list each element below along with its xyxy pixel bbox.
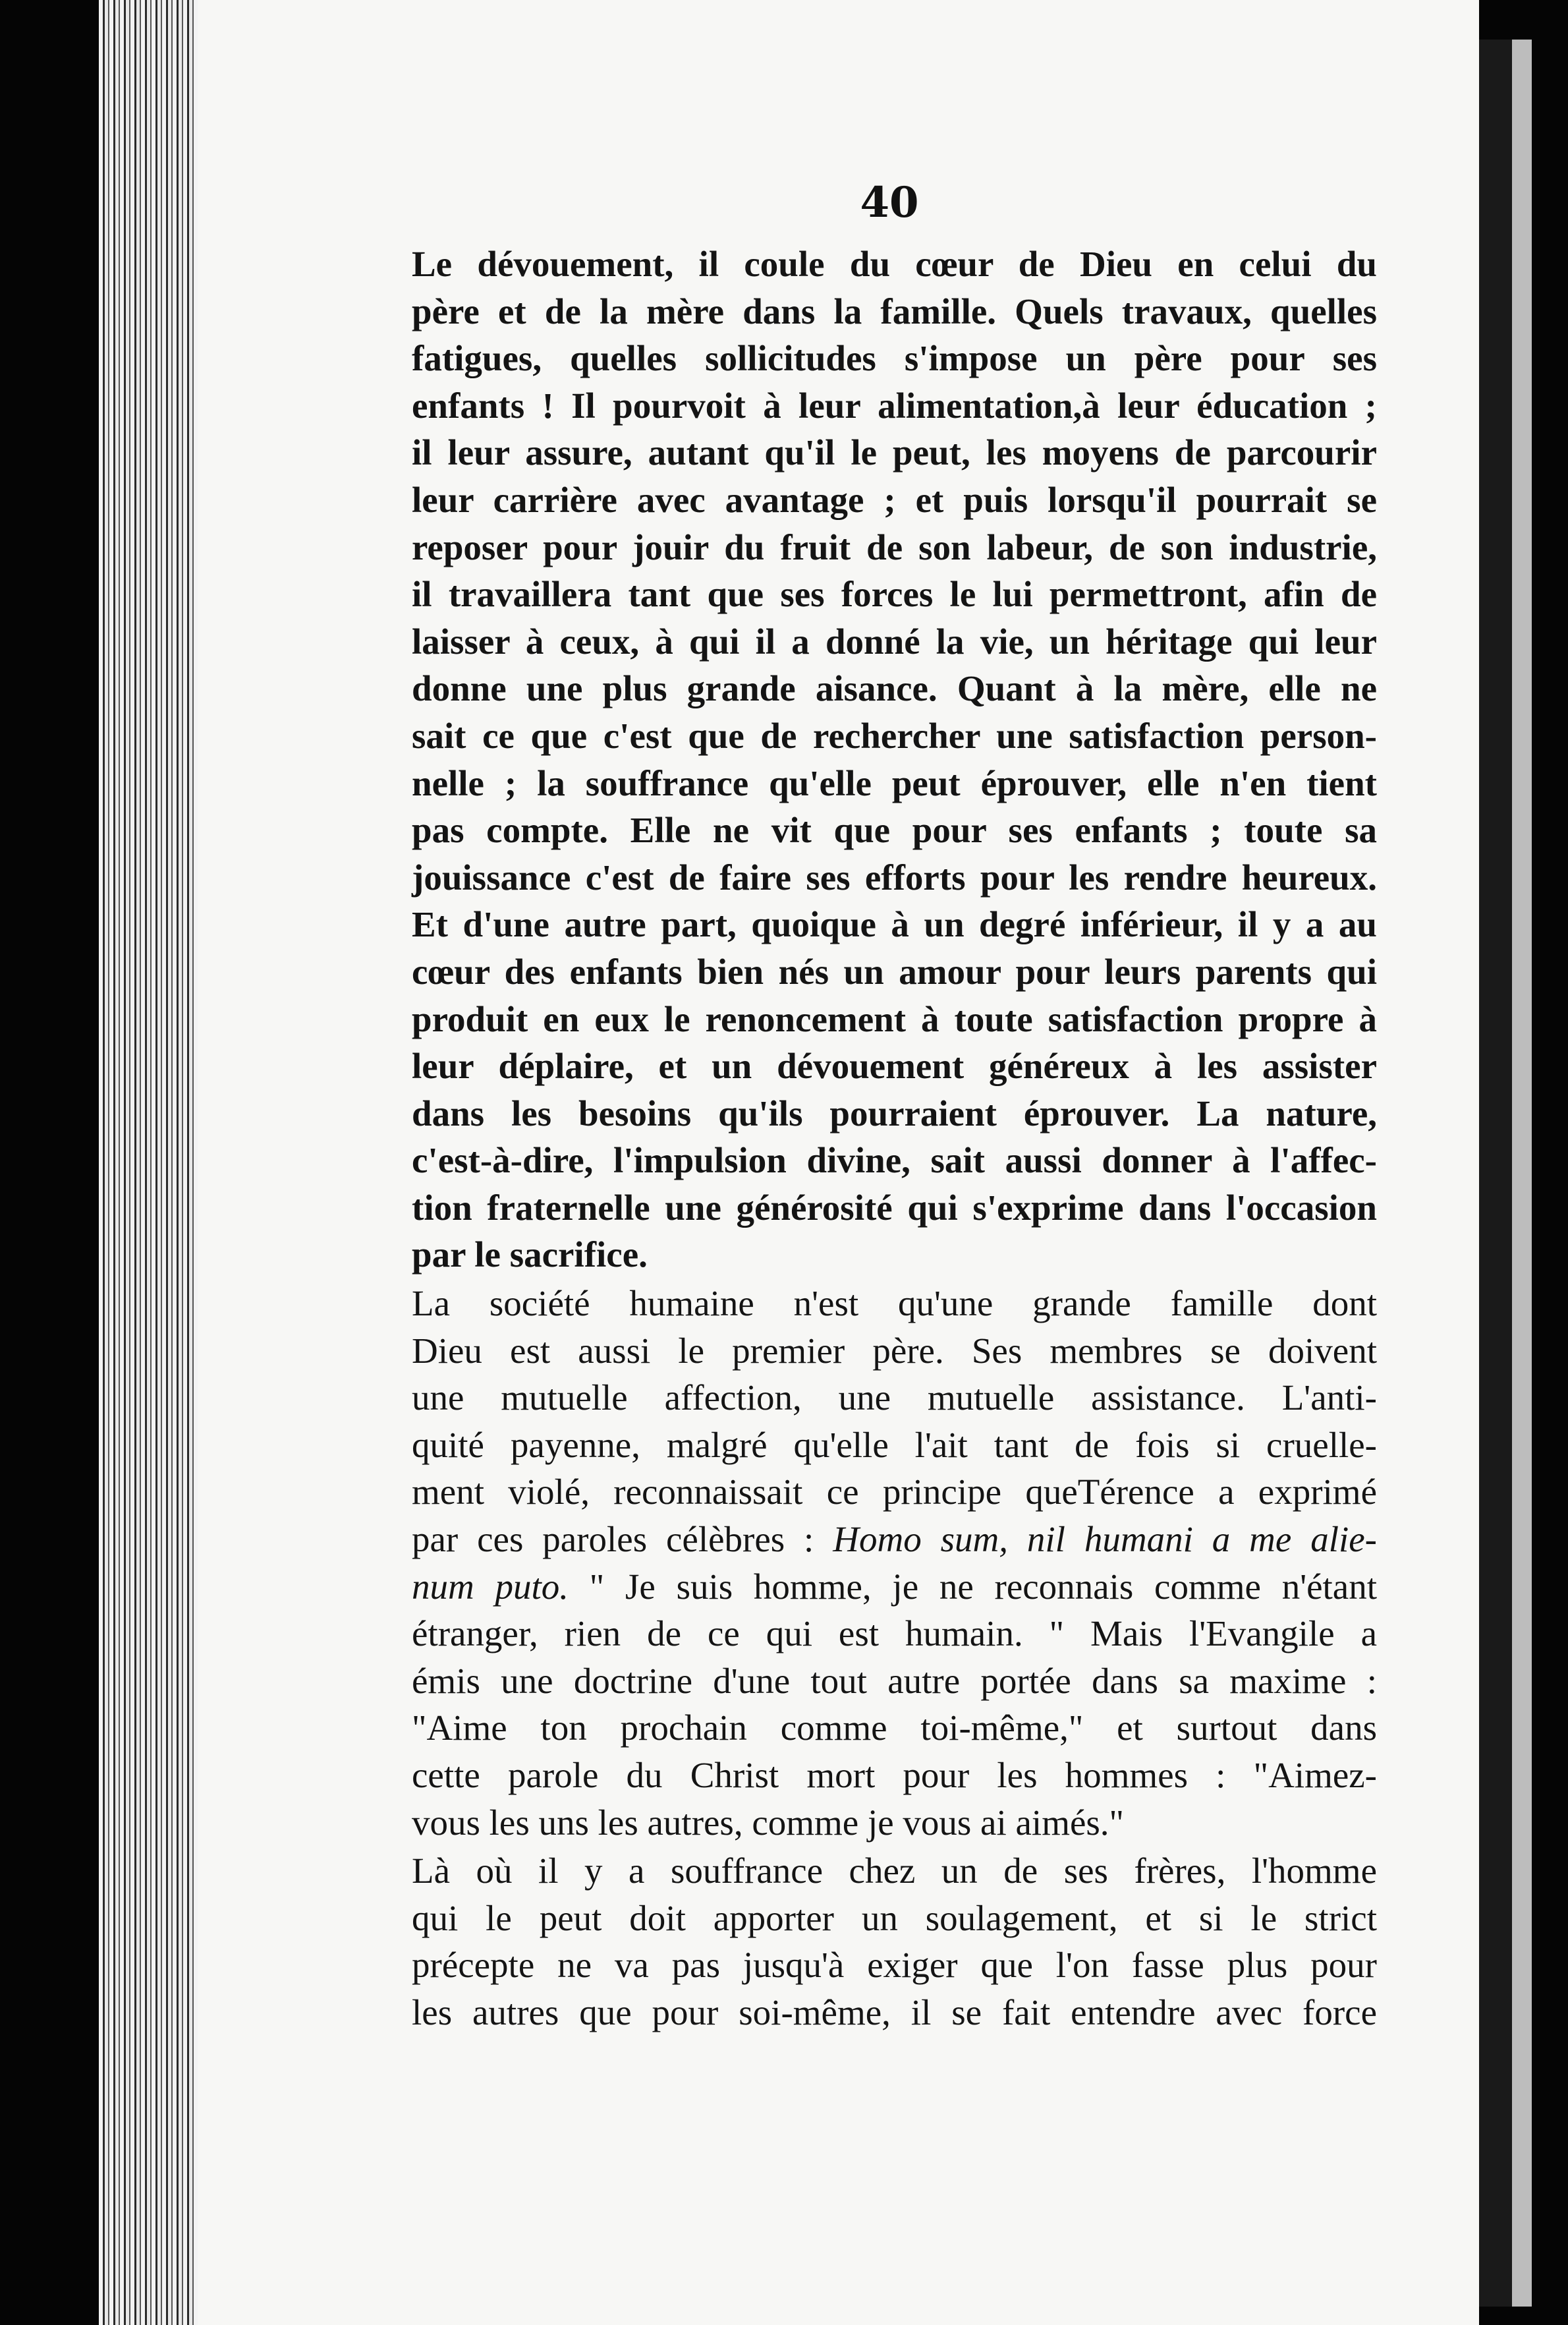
paragraph-line: quité payenne, malgré qu'elle l'ait tant de fois si cruelle- <box>412 1424 1377 1465</box>
paragraph-line: dans les besoins qu'ils pourraient éprouver. La nature, <box>412 1093 1377 1134</box>
paragraph-line: cœur des enfants bien nés un amour pour leurs parents qui <box>412 951 1377 992</box>
paragraph-line: qui le peut doit apporter un soulagement, et si le strict <box>412 1897 1377 1938</box>
paragraph-line: il travaillera tant que ses forces le lui permettront, afin de <box>412 574 1377 615</box>
latin-quote: Homo sum, nil humani a me alie- <box>833 1519 1377 1560</box>
paragraph-line: sait ce que c'est que de rechercher une satisfaction person- <box>412 715 1377 756</box>
paragraph-line: fatigues, quelles sollicitudes s'impose un père pour ses <box>412 338 1377 379</box>
paragraph-2 <box>372 1280 1377 1846</box>
paragraph-line: une mutuelle affection, une mutuelle assistance. L'anti- <box>412 1377 1377 1418</box>
right-page-edge <box>1512 40 1532 2307</box>
paragraph-3 <box>372 1847 1377 2036</box>
paragraph-line: Et d'une autre part, quoique à un degré inférieur, il y a au <box>412 904 1377 945</box>
paragraph-line: Le dévouement, il coule du cœur de Dieu en celui du <box>412 244 1377 284</box>
paragraph-line: émis une doctrine d'une tout autre portée dans sa maxime : <box>412 1660 1377 1701</box>
latin-quote-end: num puto. <box>412 1566 569 1607</box>
paragraph-line: enfants ! Il pourvoit à leur alimentation,à leur éducation ; <box>412 385 1377 426</box>
paragraph-line: nelle ; la souffrance qu'elle peut éprouver, elle n'en tient <box>412 762 1377 803</box>
paragraph-line: num puto. " Je suis homme, je ne reconnais comme n'étant <box>412 1566 1377 1607</box>
paragraph-line: vous les uns les autres, comme je vous ai aimés." <box>412 1802 1124 1843</box>
paragraph-line: produit en eux le renoncement à toute satisfaction propre à <box>412 998 1377 1039</box>
paragraph-line: leur déplaire, et un dévouement généreux à les assister <box>412 1046 1377 1087</box>
paragraph-line: étranger, rien de ce qui est humain. " Mais l'Evangile a <box>412 1613 1377 1654</box>
book-page-edges <box>99 0 204 2325</box>
paragraph-line: reposer pour jouir du fruit de son labeur, de son industrie, <box>412 527 1377 567</box>
paragraph-line: donne une plus grande aisance. Quant à la mère, elle ne <box>412 668 1377 709</box>
paragraph-line: laisser à ceux, à qui il a donné la vie, un héritage qui leur <box>412 621 1377 662</box>
paragraph-line: La société humaine n'est qu'une grande famille dont <box>412 1283 1377 1324</box>
paragraph-line: pas compte. Elle ne vit que pour ses enfants ; toute sa <box>412 810 1377 851</box>
paragraph-line: cette parole du Christ mort pour les hommes : "Aimez- <box>412 1755 1377 1795</box>
paragraph-line: ment violé, reconnaissait ce principe queTérence a exprimé <box>412 1472 1377 1512</box>
right-margin-shadow <box>1479 40 1512 2307</box>
paragraph-line: jouissance c'est de faire ses efforts pour les rendre heureux. <box>412 857 1377 898</box>
paragraph-line: "Aime ton prochain comme toi-même," et surtout dans <box>412 1708 1377 1748</box>
paragraph-line: c'est-à-dire, l'impulsion divine, sait aussi donner à l'affec- <box>412 1140 1377 1181</box>
paragraph-line: tion fraternelle une générosité qui s'exprime dans l'occasion <box>412 1187 1377 1228</box>
paragraph-line: précepte ne va pas jusqu'à exiger que l'on fasse plus pour <box>412 1945 1377 1986</box>
paragraph-line: Dieu est aussi le premier père. Ses membres se doivent <box>412 1330 1377 1371</box>
paragraph-line: Là où il y a souffrance chez un de ses frères, l'homme <box>412 1851 1377 1891</box>
body-text <box>372 241 1377 2038</box>
paragraph-line: leur carrière avec avantage ; et puis lorsqu'il pourrait se <box>412 479 1377 520</box>
page-number: 40 <box>860 178 919 227</box>
paragraph-line: par ces paroles célèbres : Homo sum, nil humani a me alie- <box>412 1519 1377 1560</box>
paragraph-line: père et de la mère dans la famille. Quels travaux, quelles <box>412 291 1377 331</box>
paragraph-1 <box>372 241 1377 1278</box>
paragraph-line: il leur assure, autant qu'il le peut, les moyens de parcourir <box>412 432 1377 473</box>
paragraph-line: par le sacrifice. <box>412 1234 648 1275</box>
paragraph-line: les autres que pour soi-même, il se fait entendre avec force <box>412 1992 1377 2032</box>
